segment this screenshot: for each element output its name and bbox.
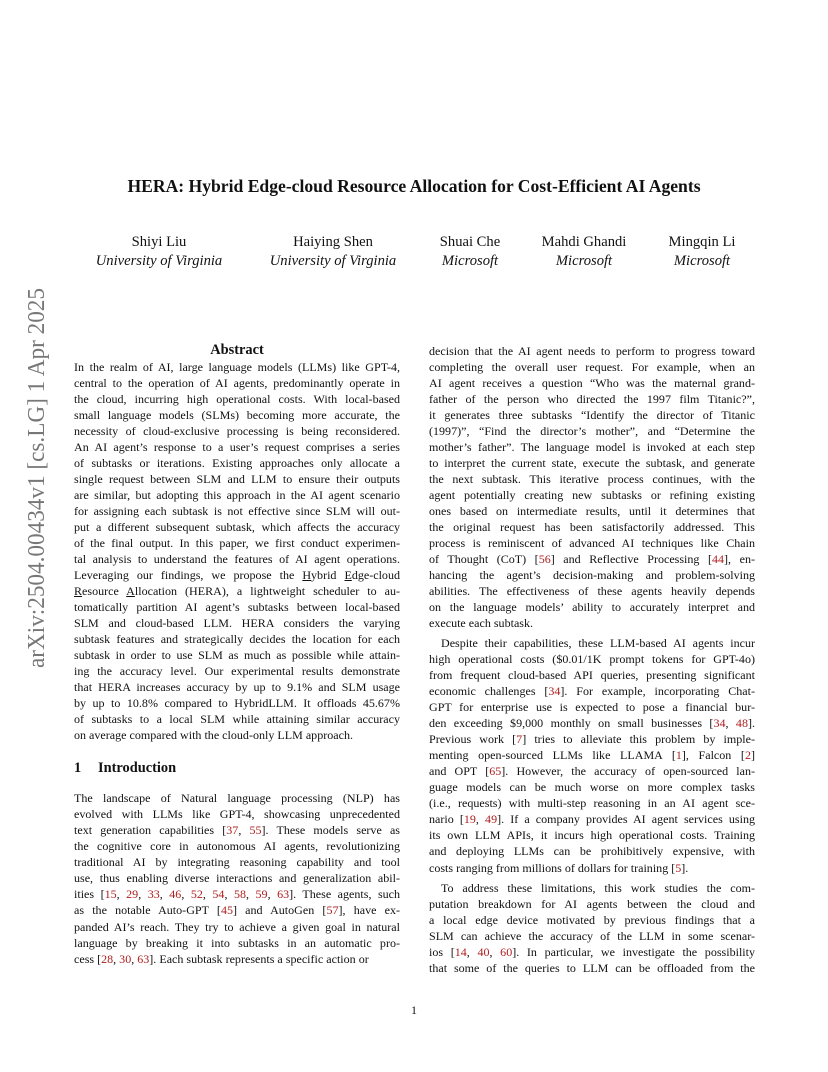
text-line: An AI agent’s response to a user’s request comprises a series <box>74 440 400 455</box>
text-line: agent potentially creating new subtasks or refining existing <box>429 488 755 503</box>
text-line: it generates three subtasks “Identify the director of Titanic <box>429 408 755 423</box>
right-column <box>429 343 755 976</box>
text-line: GPT for enterprise use is expected to pose a financial bur- <box>429 700 755 715</box>
text-line: execute each subtask. <box>429 616 534 631</box>
text-line: put a different subsequent subtask, which affects the accuracy <box>74 520 400 535</box>
text-line: text generation capabilities [37, 55]. These models serve as <box>74 823 400 838</box>
section-number: 1 <box>74 760 82 777</box>
author-block <box>0 233 828 277</box>
abstract-body <box>74 359 400 743</box>
text-line: cess [28, 30, 63]. Each subtask represents a specific action or <box>74 951 369 966</box>
paper-title: HERA: Hybrid Edge-cloud Resource Allocation for Cost-Efficient AI Agents <box>127 176 701 196</box>
text-line: from frequent cloud-based API queries, presenting significant <box>429 668 755 683</box>
author-affiliation: University of Virginia <box>95 253 223 269</box>
paragraph-address-limitations <box>429 880 755 976</box>
text-line: putation breakdown for AI agents between the cloud and <box>429 896 755 911</box>
text-line: Despite their capabilities, these LLM-based AI agents incur <box>441 636 755 651</box>
text-line: to interpret the current state, execute the subtask, and generate <box>429 456 755 471</box>
text-line: nario [19, 49]. If a company provides AI agent services using <box>429 812 755 827</box>
text-line: decision that the AI agent needs to perform to progress toward <box>429 344 755 358</box>
text-line: small language models (SLMs) becoming more accurate, the <box>74 408 400 423</box>
author-1 <box>88 233 230 271</box>
introduction-paragraph <box>74 790 400 966</box>
author-5 <box>656 233 748 271</box>
text-line: central to the operation of AI agents, predominantly operate in <box>74 376 400 391</box>
author-affiliation: University of Virginia <box>269 253 397 269</box>
text-line: subtask features and strategically decides the location for each <box>74 632 400 647</box>
author-affiliation: Microsoft <box>673 253 731 269</box>
text-line: as the notable Auto-GPT [45] and AutoGen [57], have ex- <box>74 903 401 918</box>
author-name: Mahdi Ghandi <box>541 234 627 250</box>
text-line: ities [15, 29, 33, 46, 52, 54, 58, 59, 63]. These agents, such <box>74 887 401 902</box>
text-line: Resource Allocation (HERA), a lightweight scheduler to au- <box>74 584 400 599</box>
text-line: SLM can achieve the accuracy of the LLM in some scenar- <box>429 928 755 943</box>
text-line: and deploying LLMs can be prohibitively expensive, with <box>429 844 755 859</box>
text-line: and OPT [65]. However, the accuracy of open-sourced lan- <box>429 764 755 779</box>
text-line: of subtasks or iterations. Existing approaches only allocate a <box>74 456 400 471</box>
left-column <box>74 342 400 967</box>
arxiv-identifier-stamp <box>22 266 52 668</box>
text-line: To address these limitations, this work studies the com- <box>441 880 755 895</box>
text-line: a local edge device motivated by previous findings that a <box>429 912 755 927</box>
text-line: menting open-sourced LLMs like LLAMA [1], Falcon [2] <box>429 748 755 763</box>
text-line: for assigning each subtask is not effective since SLM will out- <box>74 504 400 519</box>
text-line: of Thought (CoT) [56] and Reflective Processing [44], en- <box>429 552 755 567</box>
text-line: father of the person who directed the 1997 film Titanic?”, <box>429 392 755 407</box>
text-line: traditional AI by integrating reasoning capability and tool <box>74 855 400 870</box>
text-line: The landscape of Natural language processing (NLP) has <box>74 791 400 806</box>
text-line: ios [14, 40, 60]. In particular, we investigate the possibility <box>429 944 756 959</box>
author-affiliation: Microsoft <box>441 253 499 269</box>
paragraph-operational-costs <box>429 635 755 875</box>
text-line: Leveraging our findings, we propose the Hybrid Edge-cloud <box>74 568 400 583</box>
arxiv-stamp-text: arXiv:2504.00434v1 [cs.LG] 1 Apr 2025 <box>23 266 50 668</box>
author-name: Shiyi Liu <box>131 234 187 250</box>
text-line: ing the accuracy level. Our experimental results demonstrate <box>74 664 400 679</box>
text-line: panded AI’s reach. They try to achieve a given goal in natural <box>74 919 400 934</box>
text-line: on average compared with the cloud-only LLM approach. <box>74 728 353 743</box>
text-line: high operational costs ($0.01/1K prompt tokens for GPT-4o) <box>429 652 755 667</box>
section-heading-introduction <box>74 760 400 777</box>
author-4 <box>530 233 638 271</box>
text-line: of the final output. In this paper, we first conduct experimen- <box>74 536 400 551</box>
text-line: mother’s father”. The language model is invoked at each step <box>429 440 755 455</box>
text-line: SLM and cloud-based LLM. HERA considers the varying <box>74 616 400 631</box>
text-line: process is reminiscent of advanced AI techniques like Chain <box>429 536 755 551</box>
text-line: the cognitive core in autonomous AI agents, revolutionizing <box>74 839 400 854</box>
text-line: In the realm of AI, large language models (LLMs) like GPT-4, <box>74 360 400 374</box>
text-line: the cloud, incurring high operational costs. With local-based <box>74 392 400 407</box>
text-line: the next subtask. This iterative process continues, with the <box>429 472 755 487</box>
text-line: by up to 10.8% compared to HybridLLM. It offloads 45.67% <box>74 696 400 711</box>
text-line: necessity of cloud-exclusive processing is being reconsidered. <box>74 424 400 439</box>
text-line: single request between SLM and LLM to ensure their outputs <box>74 472 400 487</box>
text-line: den exceeding $9,000 monthly on small businesses [34, 48]. <box>429 716 755 731</box>
text-line: its own LLM APIs, it incurs high operational costs. Training <box>429 828 755 843</box>
text-line: that HERA increases accuracy by up to 9.1% and SLM usage <box>74 680 400 695</box>
text-line: the original request has been satisfactorily addressed. This <box>429 520 755 535</box>
abstract-heading: Abstract <box>210 342 264 358</box>
text-line: hancing the agent’s decision-making and problem-solving <box>429 568 755 583</box>
text-line: are similar, but adopting this approach in the AI agent scenario <box>74 488 400 503</box>
text-line: on the language models’ ability to accurately interpret and <box>429 600 755 615</box>
paragraph-subtask-example <box>429 343 755 631</box>
text-line: language by breaking it into subtasks in an automatic pro- <box>74 935 400 950</box>
text-line: subtask in order to use SLM as much as possible while attain- <box>74 648 400 663</box>
author-name: Shuai Che <box>439 234 501 250</box>
text-line: tal analysis to understand the features of AI agent operations. <box>74 552 400 567</box>
section-title: Introduction <box>98 760 177 777</box>
text-line: (i.e., requests) with multi-step reasoning in an AI agent sce- <box>429 796 755 811</box>
text-line: ones based on intermediate results, until it determines that <box>429 504 755 519</box>
author-name: Mingqin Li <box>668 234 736 250</box>
text-line: Previous work [7] tries to alleviate this problem by imple- <box>429 732 755 747</box>
text-line: of subtasks to a local SLM while attaining similar accuracy <box>74 712 400 727</box>
text-line: (1997)”, “Find the director’s mother”, and “Determine the <box>429 424 755 439</box>
author-2 <box>262 233 404 271</box>
author-affiliation: Microsoft <box>555 253 613 269</box>
text-line: AI agent receives a question “Who was the maternal grand- <box>429 376 755 391</box>
author-name: Haiying Shen <box>293 234 373 250</box>
text-line: evolved with LLMs like GPT-4, showcasing unprecedented <box>74 807 400 822</box>
text-line: completing the overall user request. For example, when an <box>429 360 755 375</box>
text-line: that some of the queries to LLM can be offloaded from the <box>429 960 755 975</box>
page-number: 1 <box>411 1003 417 1017</box>
text-line: economic challenges [34]. For example, incorporating Chat- <box>429 684 755 699</box>
text-line: costs ranging from millions of dollars for training [5]. <box>429 860 689 875</box>
text-line: tomatically partition AI agent’s subtasks between local-based <box>74 600 400 615</box>
author-3 <box>424 233 516 271</box>
text-line: guage models can be much worse on more complex tasks <box>429 780 755 795</box>
text-line: abilities. The effectiveness of these agents heavily depends <box>429 584 755 599</box>
text-line: use, thus enabling diverse interactions and generalization abil- <box>74 871 400 886</box>
